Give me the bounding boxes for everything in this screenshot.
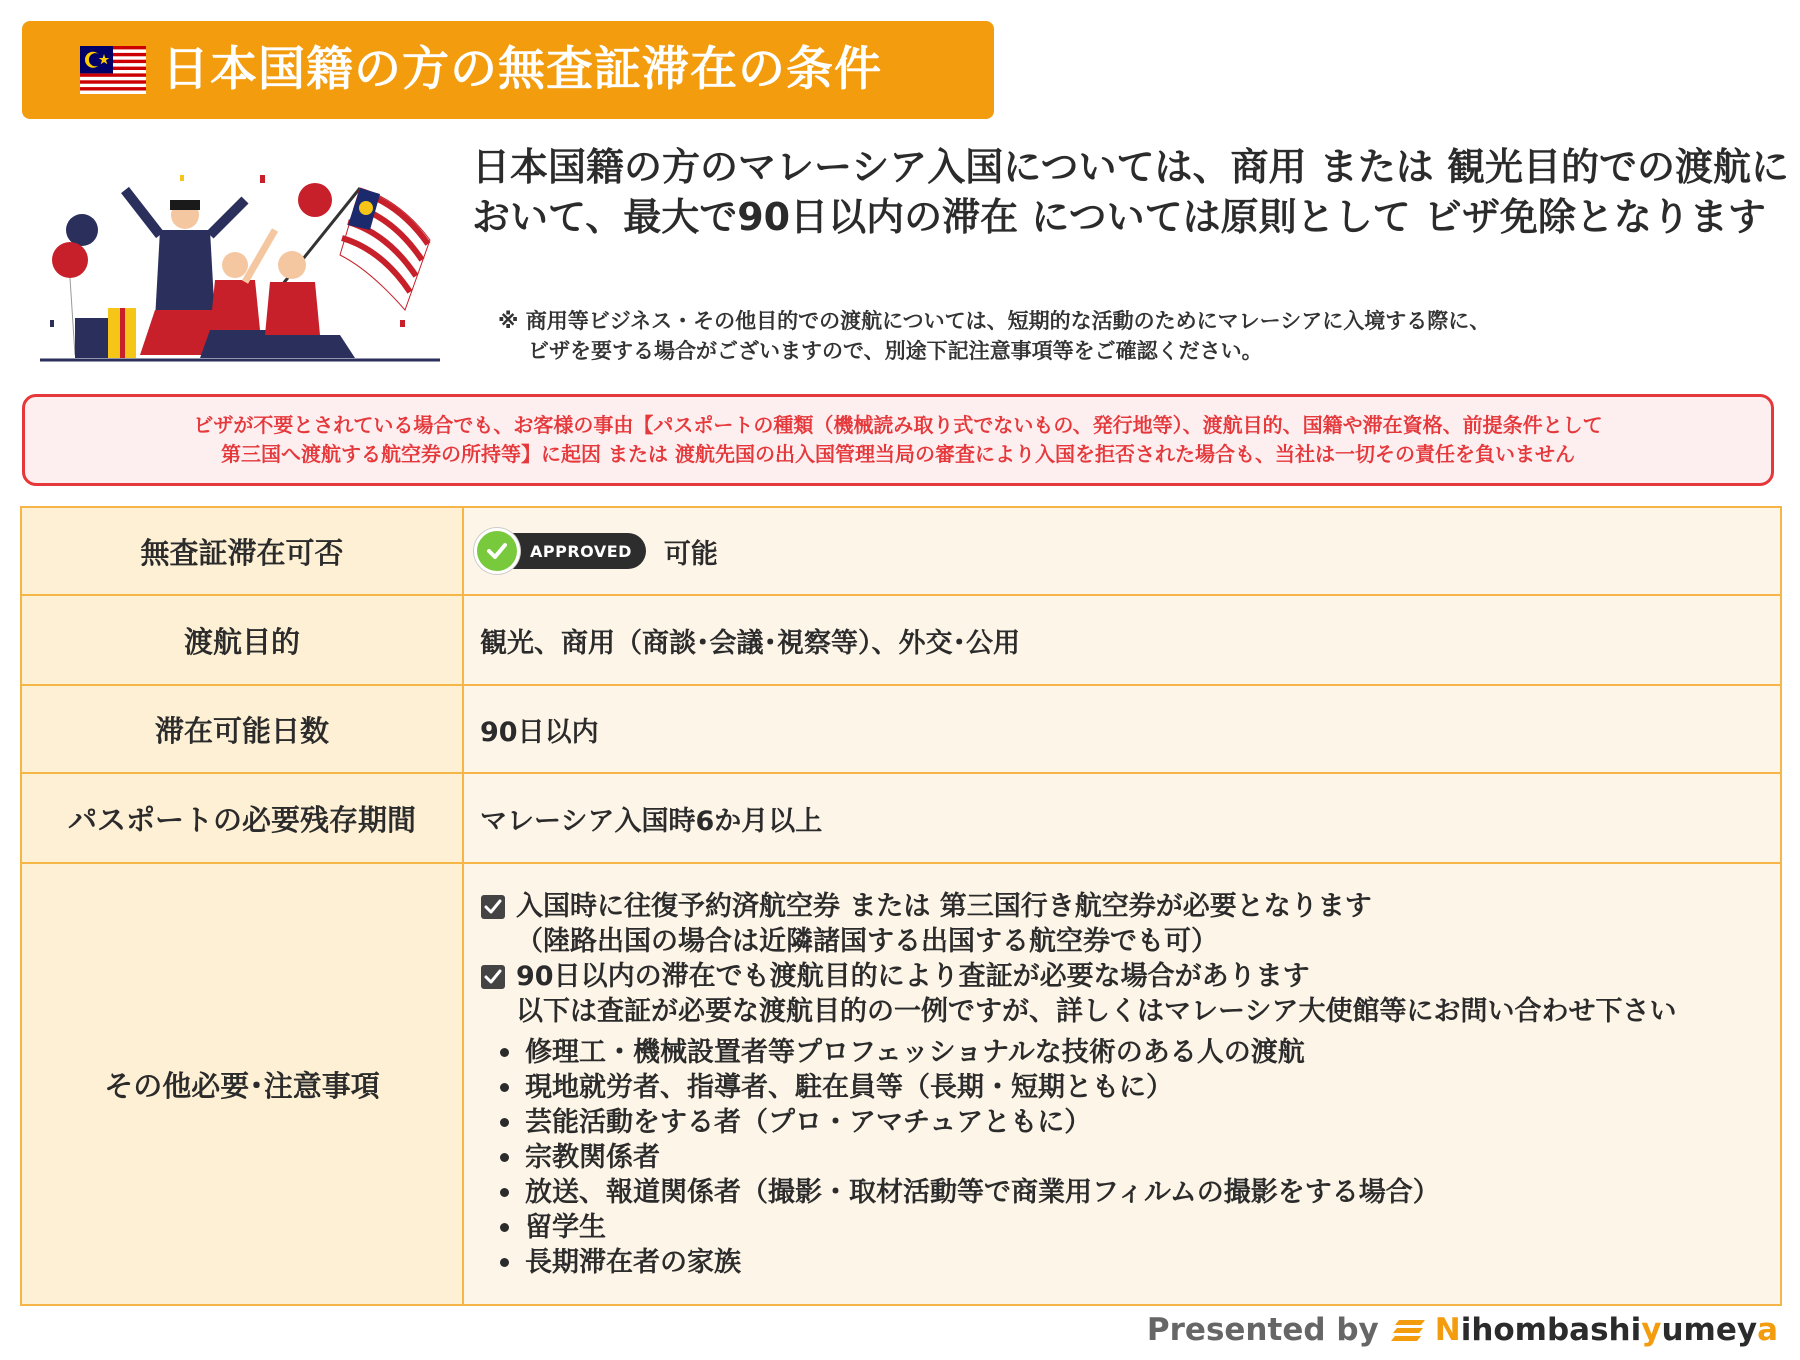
list-item	[500, 1210, 1676, 1245]
row-value: マレーシア入国時6か月以上	[480, 805, 823, 837]
table-row	[22, 684, 1780, 772]
list-item-text: 長期滞在者の家族	[525, 1246, 741, 1278]
row-label: パスポートの必要残存期間	[22, 774, 464, 862]
bullet-icon	[500, 1223, 509, 1232]
row-value: 観光、商用（商談･会議･視察等）、外交･公用	[480, 627, 1020, 659]
note-item	[480, 889, 1676, 924]
list-item	[500, 1070, 1676, 1105]
intro-note	[498, 306, 1758, 366]
badge-text: APPROVED	[530, 541, 632, 561]
note-item	[480, 959, 1676, 994]
list-item-text: 修理工・機械設置者等プロフェッショナルな技術のある人の渡航	[525, 1036, 1305, 1068]
list-item	[500, 1175, 1676, 1210]
row-value	[464, 864, 1780, 1304]
table-row	[22, 508, 1780, 594]
note-subtext: （陸路出国の場合は近隣諸国する出国する航空券でも可）	[516, 925, 1218, 957]
row-label: 滞在可能日数	[22, 686, 464, 772]
malaysia-flag-icon	[80, 46, 146, 94]
note-subtext: 以下は査証が必要な渡航目的の一例ですが、詳しくはマレーシア大使館等にお問い合わせ下さい	[516, 995, 1677, 1027]
warning-line1: ビザが不要とされている場合でも、お客様の事由【パスポートの種類（機械読み取り式でないもの、発行地等）、渡航目的、国籍や滞在資格、前提条件として	[193, 413, 1603, 437]
brand-name: Nihombashiyumeya	[1434, 1312, 1778, 1348]
celebration-illustration	[30, 170, 460, 370]
bullet-icon	[500, 1118, 509, 1127]
list-item-text: 芸能活動をする者（プロ・アマチュアともに）	[525, 1106, 1092, 1138]
bullet-icon	[500, 1083, 509, 1092]
checkbox-icon	[480, 894, 506, 920]
list-item-text: 現地就労者、指導者、駐在員等（長期・短期ともに）	[525, 1071, 1173, 1103]
notes-block	[480, 889, 1676, 1280]
page-title: 日本国籍の方の無査証滞在の条件	[162, 42, 882, 97]
list-item	[500, 1035, 1676, 1070]
intro-note-line1: ※ 商用等ビジネス・その他目的での渡航については、短期的な活動のためにマレーシアに入境する際に、	[498, 309, 1491, 333]
visa-exemption-value: 可能	[663, 538, 718, 570]
check-icon	[474, 528, 520, 574]
row-value: 90日以内	[480, 716, 599, 748]
list-item	[500, 1140, 1676, 1175]
table-row	[22, 862, 1780, 1304]
list-item-text: 放送、報道関係者（撮影・取材活動等で商業用フィルムの撮影をする場合）	[525, 1176, 1440, 1208]
conditions-table	[20, 506, 1782, 1306]
list-item	[500, 1105, 1676, 1140]
note-text: 入国時に往復予約済航空券 または 第三国行き航空券が必要となります	[516, 890, 1372, 922]
intro-note-line2: ビザを要する場合がございますので、別途下記注意事項等をご確認ください。	[528, 339, 1263, 363]
presented-by-label: Presented by	[1146, 1312, 1379, 1348]
bullet-icon	[500, 1048, 509, 1057]
footer-credit	[1147, 1310, 1778, 1350]
warning-box	[22, 394, 1774, 486]
list-item-text: 留学生	[525, 1211, 606, 1243]
checkbox-icon	[480, 964, 506, 990]
approved-badge	[480, 533, 646, 569]
note-text: 90日以内の滞在でも渡航目的により査証が必要な場合があります	[516, 960, 1310, 992]
header-bar	[22, 21, 994, 119]
bullet-icon	[500, 1258, 509, 1267]
list-item	[500, 1245, 1676, 1280]
list-item-text: 宗教関係者	[525, 1141, 660, 1173]
bullet-icon	[500, 1188, 509, 1197]
row-label: 渡航目的	[22, 596, 464, 684]
brand-logo-icon	[1391, 1316, 1427, 1344]
row-value	[464, 508, 1780, 594]
table-row	[22, 594, 1780, 684]
row-label: その他必要･注意事項	[22, 864, 464, 1304]
warning-line2: 第三国へ渡航する航空券の所持等】に起因 または 渡航先国の出入国管理当局の審査により入国を拒否された場合も、当社は一切その責任を負いません	[221, 442, 1575, 466]
bullet-icon	[500, 1153, 509, 1162]
intro-main-text: 日本国籍の方のマレーシア入国については、商用 または 観光目的での渡航において、最大で90日以内の滞在 については原則として ビザ免除となります	[472, 145, 1789, 239]
table-row	[22, 772, 1780, 862]
visa-required-list	[480, 1035, 1676, 1280]
row-label: 無査証滞在可否	[22, 508, 464, 594]
